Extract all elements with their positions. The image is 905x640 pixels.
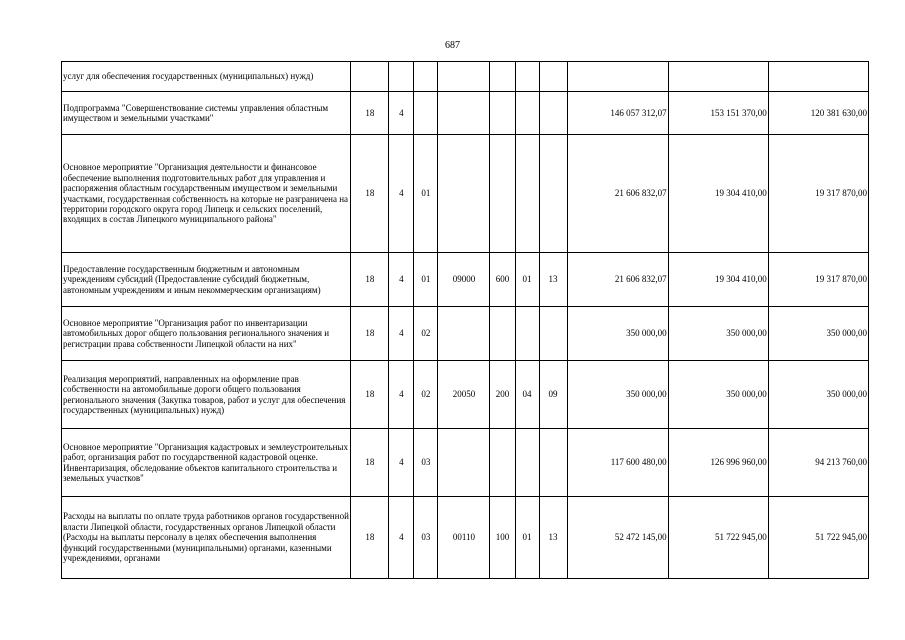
amount-year-3: 19 317 870,00 <box>768 253 868 307</box>
code-program: 4 <box>389 135 414 253</box>
code-section: 01 <box>515 497 539 579</box>
code-expense-type <box>490 429 515 497</box>
code-activity: 03 <box>414 429 438 497</box>
table-row <box>62 92 869 135</box>
amount-year-3: 350 000,00 <box>768 361 868 429</box>
amount-year-2: 19 304 410,00 <box>668 253 768 307</box>
row-name: Расходы на выплаты по оплате труда работников органов государственной власти Липецкой области, государственных органов Липецкой области (Расходы на выплаты персоналу в целях обеспечения выполнения функций государственными (муниципальными) органами, казенными учреждениями, органами <box>62 497 351 579</box>
code-activity: 02 <box>414 307 438 361</box>
amount-year-3: 120 381 630,00 <box>768 92 868 135</box>
code-subsection: 13 <box>539 497 567 579</box>
amount-year-3: 350 000,00 <box>768 307 868 361</box>
code-ministry: 18 <box>351 361 389 429</box>
code-activity: 03 <box>414 497 438 579</box>
amount-year-2: 350 000,00 <box>668 361 768 429</box>
code-expense-type <box>490 92 515 135</box>
code-direction <box>438 62 490 92</box>
code-subsection <box>539 307 567 361</box>
code-expense-type <box>490 135 515 253</box>
code-program: 4 <box>389 92 414 135</box>
code-direction: 20050 <box>438 361 490 429</box>
row-name: услуг для обеспечения государственных (муниципальных) нужд) <box>62 62 351 92</box>
amount-year-3: 94 213 760,00 <box>768 429 868 497</box>
budget-table <box>61 61 869 579</box>
code-program: 4 <box>389 497 414 579</box>
code-ministry: 18 <box>351 92 389 135</box>
code-section: 04 <box>515 361 539 429</box>
code-direction <box>438 307 490 361</box>
amount-year-1: 21 606 832,07 <box>567 135 668 253</box>
code-ministry: 18 <box>351 135 389 253</box>
code-activity: 01 <box>414 135 438 253</box>
amount-year-1: 350 000,00 <box>567 361 668 429</box>
amount-year-1: 52 472 145,00 <box>567 497 668 579</box>
table-row <box>62 62 869 92</box>
amount-year-1: 21 606 832,07 <box>567 253 668 307</box>
amount-year-3: 51 722 945,00 <box>768 497 868 579</box>
code-ministry: 18 <box>351 429 389 497</box>
code-ministry <box>351 62 389 92</box>
table-row <box>62 497 869 579</box>
row-name: Предоставление государственным бюджетным и автономным учреждениям субсидий (Предоставление субсидий бюджетным, автономным учреждениям и иным некоммерческим организациям) <box>62 253 351 307</box>
code-activity <box>414 62 438 92</box>
code-activity: 01 <box>414 253 438 307</box>
table-row <box>62 253 869 307</box>
table-row <box>62 429 869 497</box>
code-ministry: 18 <box>351 307 389 361</box>
code-direction: 09000 <box>438 253 490 307</box>
row-name: Основное мероприятие "Организация кадастровых и землеустроительных работ, организация работ по государственной кадастровой оценке. Инвентаризация, обследование объектов капитального строительства и земельных участков" <box>62 429 351 497</box>
code-subsection <box>539 62 567 92</box>
amount-year-2: 19 304 410,00 <box>668 135 768 253</box>
code-ministry: 18 <box>351 497 389 579</box>
amount-year-2: 126 996 960,00 <box>668 429 768 497</box>
amount-year-3 <box>768 62 868 92</box>
amount-year-1 <box>567 62 668 92</box>
amount-year-3: 19 317 870,00 <box>768 135 868 253</box>
code-expense-type: 100 <box>490 497 515 579</box>
code-program: 4 <box>389 307 414 361</box>
row-name: Реализация мероприятий, направленных на оформление прав собственности на автомобильные дороги общего пользования регионального значения (Закупка товаров, работ и услуг для обеспечения государственных (муниципальных) нужд) <box>62 361 351 429</box>
code-ministry: 18 <box>351 253 389 307</box>
row-name: Подпрограмма "Совершенствование системы управления областным имуществом и земельными участками" <box>62 92 351 135</box>
code-program: 4 <box>389 361 414 429</box>
code-activity: 02 <box>414 361 438 429</box>
code-direction <box>438 135 490 253</box>
table-row <box>62 135 869 253</box>
row-name: Основное мероприятие "Организация деятельности и финансовое обеспечение выполнения подготовительных работ для управления и распоряжения областным государственным имуществом и земельными участками, государственная собственность на которые не разграничена на территории городского округа город Липецк и сельских поселений, входящих в состав Липецкого муниципального района" <box>62 135 351 253</box>
code-activity <box>414 92 438 135</box>
row-name: Основное мероприятие "Организация работ по инвентаризации автомобильных дорог общего пользования регионального значения и регистрации права собственности Липецкой области на них" <box>62 307 351 361</box>
code-direction <box>438 92 490 135</box>
code-section <box>515 62 539 92</box>
code-subsection <box>539 429 567 497</box>
code-expense-type: 200 <box>490 361 515 429</box>
code-subsection <box>539 135 567 253</box>
page-number: 687 <box>445 40 460 51</box>
amount-year-2 <box>668 62 768 92</box>
code-subsection: 09 <box>539 361 567 429</box>
code-direction <box>438 429 490 497</box>
code-section <box>515 92 539 135</box>
code-section <box>515 429 539 497</box>
code-section: 01 <box>515 253 539 307</box>
amount-year-2: 51 722 945,00 <box>668 497 768 579</box>
amount-year-2: 350 000,00 <box>668 307 768 361</box>
table-row <box>62 307 869 361</box>
code-subsection <box>539 92 567 135</box>
code-program: 4 <box>389 429 414 497</box>
code-expense-type <box>490 62 515 92</box>
code-subsection: 13 <box>539 253 567 307</box>
amount-year-1: 350 000,00 <box>567 307 668 361</box>
table-row <box>62 361 869 429</box>
code-program: 4 <box>389 253 414 307</box>
amount-year-1: 117 600 480,00 <box>567 429 668 497</box>
code-section <box>515 135 539 253</box>
code-expense-type <box>490 307 515 361</box>
code-program <box>389 62 414 92</box>
code-direction: 00110 <box>438 497 490 579</box>
code-section <box>515 307 539 361</box>
amount-year-2: 153 151 370,00 <box>668 92 768 135</box>
code-expense-type: 600 <box>490 253 515 307</box>
amount-year-1: 146 057 312,07 <box>567 92 668 135</box>
